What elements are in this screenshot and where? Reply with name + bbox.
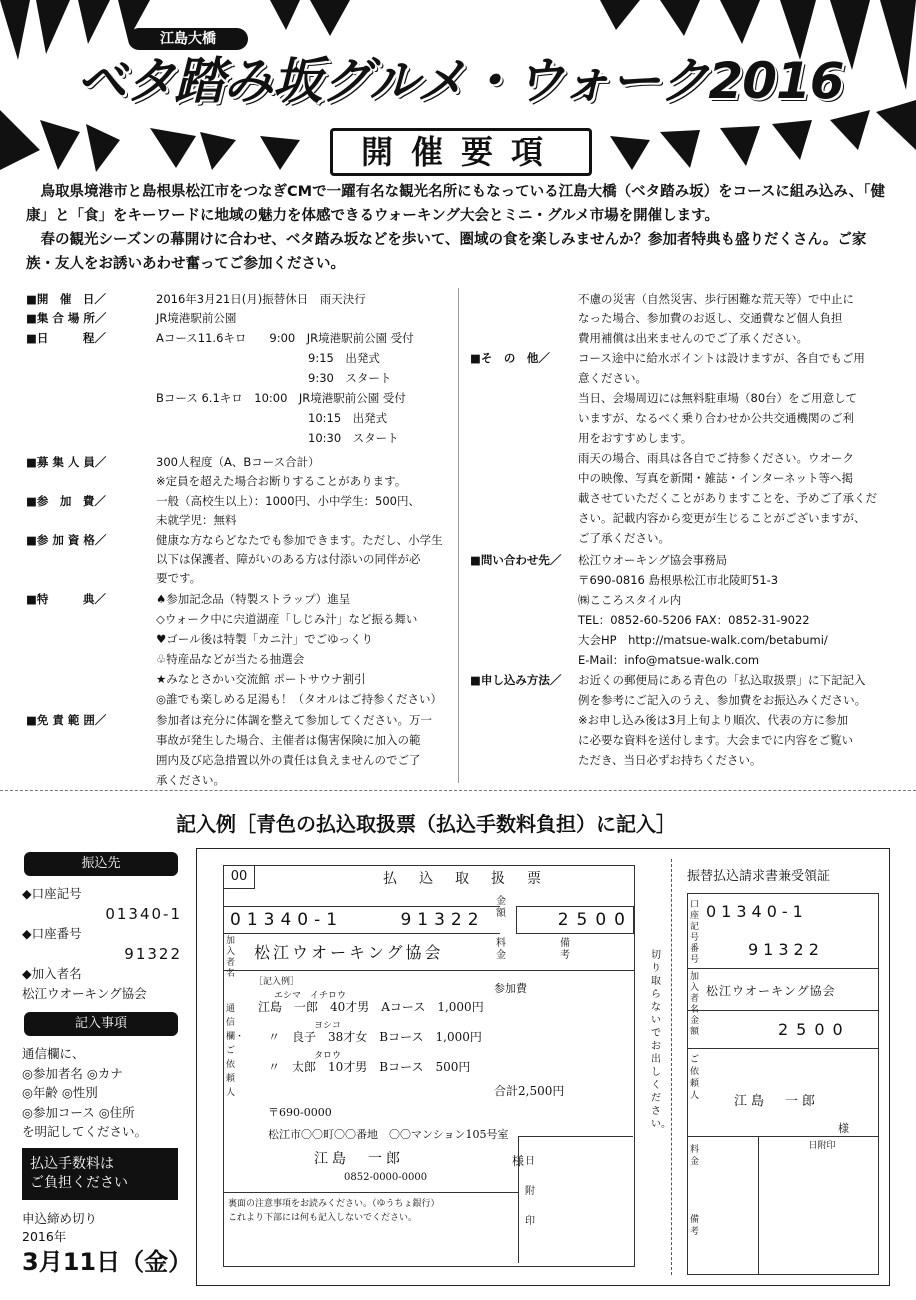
member-label-slip: 加入者名 [226,936,236,979]
slip-line [224,970,634,971]
place-value: JR境港駅前公園 [156,311,237,325]
contact-email[interactable]: E-Mail：info@matsue-walk.com [578,653,760,667]
kinyu-line: ◎参加コース ◎住所 [22,1104,135,1120]
place-label: ■集 合 場 所／ [26,311,107,325]
exemption-label: ■免 責 範 囲／ [26,713,107,727]
exemption-line: 囲内及び応急措置以外の責任は負えませんのでご了 [156,753,421,767]
exemption-line: なった場合、参加費のお返し、交通費など個人負担 [578,311,843,325]
column-divider [458,288,459,783]
contact-address: 〒690-0816 島根県松江市北陵町51-3 [578,573,779,587]
slip-title: 払 込 取 扱 票 [383,871,545,887]
perforation-note: 切り取らないでお出しください。 [651,950,671,1130]
schedule-a-start: 9:30 スタート [308,371,392,385]
example-title: 記入例［青色の払込取扱票（払込手数料負担）に記入］ [176,812,676,836]
remarks-label: 備考 [560,938,570,961]
receipt-line [688,1048,878,1049]
schedule-b-ceremony: 10:15 出発式 [308,411,388,425]
intro-text [26,180,892,276]
member-name-label: ◆加入者名 [22,966,82,981]
date-stamp-label: 日附印 [525,1156,535,1227]
deadline-year: 2016年 [22,1229,67,1244]
contact-label: ■問い合わせ先／ [470,553,562,567]
example-tel: 0852-0000-0000 [344,1172,428,1183]
amount-label: 金額 [496,896,506,919]
deadline-block [22,1210,193,1278]
other-line: 当日、会場周辺には無料駐車場（80台）をご用意して [578,391,858,405]
event-title: ベタ踏み坂グルメ・ウォーク2016 [76,52,844,110]
other-line: 雨天の場合、雨具は各自でご持参ください。ウオーク [578,451,854,465]
apply-line: ただき、当日必ずお持ちください。 [578,753,762,767]
fee-value: 一般（高校生以上）：1000円、小中学生：500円、 [156,494,420,508]
capacity-value: 300人程度（A、Bコース合計） [156,455,320,469]
schedule-b-reception: Bコース 6.1キロ 10:00 JR境港駅前公園 受付 [156,391,406,405]
exemption-line: 事故が発生した場合、主催者は傷害保険に加入の範 [156,733,421,747]
tsushin-label: 通信欄・ご依頼人 [226,1004,245,1098]
example-kana: エシマ イチロウ [274,991,347,1001]
kinyu-line: を明記してください。 [22,1124,148,1139]
contact-org: 松江ウオーキング協会事務局 [578,553,728,567]
date-value: 2016年3月21日(月)振替休日 雨天決行 [156,292,366,306]
receipt-title: 振替払込請求書兼受領証 [687,869,831,884]
receipt-requester-label: ご依頼人 [690,1055,700,1101]
schedule-a-ceremony: 9:15 出発式 [308,351,380,365]
bottom-note: これより下部には何も記入しないでください。 [228,1213,418,1223]
account-symbol: 01340-1 [105,905,182,923]
receipt-line [688,968,878,969]
qualification-line: 以下は保護者、障がいのある方は付添いの同伴が必 [156,552,421,566]
example-row: 〃 良子 38才女 Bコース 1,000円 [268,1030,482,1044]
event-subtitle: 江島大橋 [128,28,248,50]
perk-item: ◇ウォーク中に宍道湖産「しじみ汁」など振る舞い [156,612,418,626]
contact-website[interactable]: 大会HP http://matsue-walk.com/betabumi/ [578,633,828,647]
perforation-line [671,859,672,1275]
fee-notice-line: 払込手数料は [30,1156,114,1172]
perk-item: ◎誰でも楽しめる足湯も！（タオルはご持参ください） [156,692,443,706]
slip-account-number: 91322 [400,910,485,930]
schedule-a-reception: Aコース11.6キロ 9:00 JR境港駅前公園 受付 [156,331,414,345]
qualification-line: 要です。 [156,571,202,585]
schedule-label: ■日 程／ [26,331,106,345]
perks-label: ■特 典／ [26,592,106,606]
example-fee-head: 参加費 [494,982,527,995]
apply-line: お近くの郵便局にある青色の「払込取扱票」に下記記入 [578,673,866,687]
perk-item: ♥ゴール後は特製「カニ汁」でごゆっくり [156,632,373,646]
other-line: 中の映像、写真を新聞・雑誌・インターネット等へ掲 [578,471,853,485]
apply-line: 例を参考にご記入のうえ、参加費をお振込みください。 [578,693,867,707]
other-line: ご了承ください。 [578,531,670,545]
example-kana: タロウ [314,1051,342,1061]
kaisai-youkou-heading: 開催要項 [330,128,592,176]
perk-item: ♧特産品などが当たる抽選会 [156,652,305,666]
example-kana: ヨシコ [314,1021,342,1031]
receipt-member-name: 松江ウオーキング協会 [706,984,836,998]
receipt-account-number: 91322 [748,940,824,959]
receipt-amount-label: 金額 [690,1016,700,1037]
slip-account-symbol: 01340-1 [230,910,344,930]
other-line: 載させていただくことがありますことを、予めご了承くだ [578,491,877,505]
perk-item: ♠参加記念品（特製ストラップ）進呈 [156,592,351,606]
kinyu-heading: 記入事項 [24,1012,178,1036]
example-name: 江島 一郎 [314,1151,404,1167]
date-stamp-area [518,1136,633,1263]
example-total: 合計2,500円 [494,1084,565,1098]
perk-item: ★みなとさかい交流館 ポートサウナ割引 [156,672,366,686]
receipt-date-stamp-label: 日附印 [808,1141,836,1151]
fee-notice-box [22,1148,178,1200]
slip-line [224,1192,518,1193]
slip-amount: 2500 [516,906,634,934]
example-row: 江島 一郎 40才男 Aコース 1,000円 [258,1000,484,1014]
account-symbol-label: ◆口座記号 [22,886,82,901]
fee-value-2: 未就学児：無料 [156,513,237,527]
kinyu-line: ◎参加者名 ◎カナ [22,1065,123,1081]
account-info [22,884,182,1004]
qualification-label: ■参 加 資 格／ [26,533,107,547]
account-number-label: ◆口座番号 [22,926,82,941]
deadline-label: 申込締め切り [22,1211,98,1226]
fee-label: ■参 加 費／ [26,494,106,508]
receipt [687,893,879,1275]
contact-phone: TEL：0852-60-5206 FAX：0852-31-9022 [578,613,810,627]
other-line: コース途中に給水ポイントは設けますが、各自でもご用 [578,351,865,365]
exemption-line: 承ください。 [156,773,225,787]
capacity-label: ■募 集 人 員／ [26,455,107,469]
slip-main [223,865,635,1267]
exemption-line: 不慮の災害（自然災害、歩行困難な荒天等）で中止に [578,292,854,306]
other-line: さい。記載内容から変更が生じることがございますが、 [578,511,866,525]
intro-paragraph: 鳥取県境港市と島根県松江市をつなぎCMで一躍有名な観光名所にもなっている江島大橋（ベタ踏み坂）をコースに組み込み、「健康」と「食」をキーワードに地域の魅力を体感できるウォーキング大会とミニ・グルメ市場を開催します。 [26,184,885,224]
contact-company: ㈱こころスタイル内 [578,593,682,607]
kinyu-line: 通信欄に、 [22,1046,85,1061]
apply-line: ※お申し込み後は3月上旬より順次、代表の方に参加 [578,713,848,727]
example-sama: 様 [512,1154,525,1168]
receipt-line [688,1136,878,1137]
receipt-sama: 様 [838,1122,849,1135]
receipt-remarks-label: 備考 [690,1215,700,1237]
qualification-line: 健康な方ならどなたでも参加できます。ただし、小学生 [156,533,443,547]
cut-line [0,790,916,791]
slip-account-row [224,906,500,934]
example-row: 〃 太郎 10才男 Bコース 500円 [268,1060,471,1074]
other-line: いますが、なるべく乗り合わせか公共交通機関のご利 [578,411,854,425]
account-number: 91322 [124,945,182,963]
intro-paragraph: 春の観光シーズンの幕開けに合わせ、ベタ踏み坂などを歩いて、圏域の食を楽しみませんか？参加者特典も盛りだくさん。ご家族・友人をお誘いあわせ奮ってご参加ください。 [26,232,867,272]
receipt-amount: 2500 [778,1020,851,1039]
receipt-name: 江島 一郎 [734,1094,820,1109]
receipt-member-label: 加入者名 [690,972,700,1015]
other-label: ■そ の 他／ [470,351,550,365]
other-line: 用をおすすめします。 [578,431,693,445]
details-right [466,290,906,790]
payment-slip [196,848,890,1286]
fee-label-slip: 料金 [496,938,506,961]
date-label: ■開 催 日／ [26,292,106,306]
header [0,0,916,178]
details-left [20,290,460,790]
kinyu-items [22,1044,182,1142]
member-name: 松江ウオーキング協会 [22,986,147,1001]
apply-line: に必要な資料を送付します。大会までに内容をご覧い [578,733,854,747]
example-head: ［記入例］ [254,977,300,987]
exemption-line: 参加者は充分に体調を整えて参加してください。万一 [156,713,432,727]
deadline-date: 3月11日（金） [22,1248,193,1276]
receipt-line [688,1010,878,1011]
example-address: 松江市〇〇町〇〇番地 〇〇マンション105号室 [268,1128,509,1141]
other-line: 意ください。 [578,371,647,385]
receipt-account-label: 口座記号番号 [690,900,700,965]
slip-member-name: 松江ウオーキング協会 [254,943,444,962]
receipt-account-symbol: 01340-1 [706,902,808,921]
fee-notice-line: ご負担ください [30,1175,128,1191]
example-zip: 〒690-0000 [268,1106,332,1119]
slip-prefix: 00 [224,866,255,889]
exemption-line: 費用補償は出来ませんのでご了承ください。 [578,331,808,345]
receipt-fee-label: 料金 [690,1145,700,1167]
apply-label: ■申し込み方法／ [470,673,562,687]
schedule-b-start: 10:30 スタート [308,431,399,445]
bottom-note: 裏面の注意事項をお読みください。（ゆうちょ銀行） [228,1199,440,1209]
kinyu-line: ◎年齢 ◎性別 [22,1085,98,1100]
furikomi-heading: 振込先 [24,852,178,876]
capacity-note: ※定員を超えた場合お断りすることがあります。 [156,474,407,488]
receipt-line [758,1136,759,1274]
